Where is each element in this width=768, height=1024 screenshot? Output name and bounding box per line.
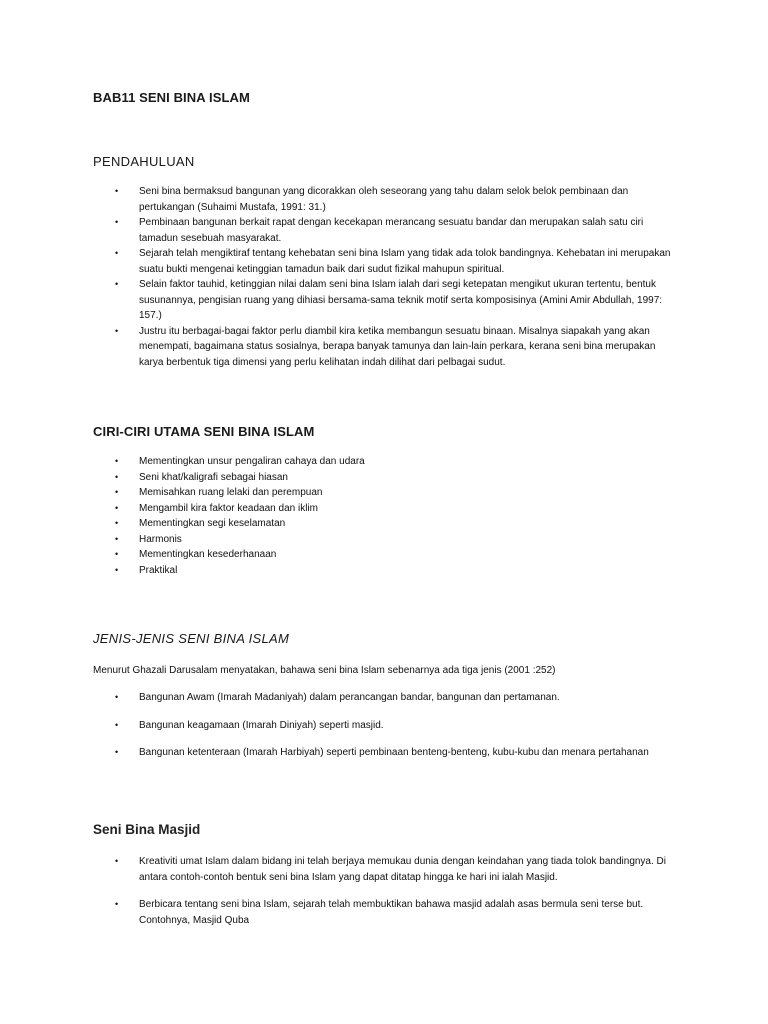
- list-item: [0, 532, 768, 548]
- bullet-icon: •: [115, 471, 119, 482]
- bullet-icon: •: [115, 564, 119, 575]
- bullet-icon: •: [115, 325, 119, 336]
- list-item: [0, 854, 768, 885]
- bullet-icon: •: [115, 692, 119, 702]
- bullet-icon: •: [115, 456, 119, 466]
- bullet-icon: •: [115, 719, 119, 730]
- list-item: [0, 690, 768, 706]
- list-item-text: Selain faktor tauhid, ketinggian nilai dalam seni bina Islam ialah dari segi ketepatan mengikut ukuran tertentu, bentuk susunannya, pengisian ruang yang dihiasi bersama-sama teknik motif serta komposisinya (Amini Amir Abdullah, 1997: 157.): [139, 279, 663, 321]
- bullet-icon: •: [115, 747, 119, 757]
- document-title: BAB11 SENI BINA ISLAM: [93, 90, 250, 105]
- list-item: [0, 501, 768, 517]
- bullet-icon: •: [115, 533, 119, 544]
- list-item: [0, 897, 768, 928]
- list-item: [0, 184, 768, 215]
- bullet-icon: •: [115, 856, 119, 866]
- list-item-text: Praktikal: [139, 564, 178, 576]
- bullet-icon: •: [115, 186, 119, 196]
- list-item-text: Justru itu berbagai-bagai faktor perlu diambil kira ketika membangun sesuatu binaan. Misalnya siapakah yang akan menempati, bagaimana status sosialnya, berapa banyak tamunya dan lain-lain perkara, kerana seni bina merupakan karya berbentuk tiga dimensi yang perlu kelihatan indah dilihat dari pelbagai sudut.: [139, 325, 656, 368]
- section-heading-jenis: JENIS-JENIS SENI BINA ISLAM: [93, 631, 290, 646]
- list-item: [0, 516, 768, 532]
- section-heading-pendahuluan: PENDAHULUAN: [93, 154, 195, 169]
- section-heading-ciri: CIRI-CIRI UTAMA SENI BINA ISLAM: [93, 424, 315, 439]
- bullet-icon: •: [115, 279, 119, 289]
- list-item: [0, 470, 768, 486]
- bullet-icon: •: [115, 217, 119, 227]
- section-heading-masjid: Seni Bina Masjid: [93, 822, 201, 837]
- bullet-icon: •: [115, 487, 119, 497]
- list-item: [0, 745, 768, 761]
- bullet-icon: •: [115, 549, 119, 559]
- list-item: [0, 454, 768, 470]
- list-item-text: Mementingkan segi keselamatan: [139, 518, 286, 529]
- list-item: [0, 563, 768, 579]
- list-item: [0, 324, 768, 371]
- list-item-text: Pembinaan bangunan berkait rapat dengan kecekapan merancang sesuatu bandar dan merupakan salah satu ciri tamadun sesebuah masyarakat.: [139, 217, 644, 244]
- list-item: [0, 246, 768, 277]
- list-item-text: Bangunan keagamaan (Imarah Diniyah) seperti masjid.: [139, 719, 384, 731]
- list-item-text: Harmonis: [139, 533, 182, 545]
- pendahuluan-list: [0, 184, 768, 370]
- jenis-list: [0, 690, 768, 761]
- bullet-icon: •: [115, 502, 119, 513]
- list-item: [0, 485, 768, 501]
- list-item: [0, 215, 768, 246]
- bullet-icon: •: [115, 899, 119, 909]
- list-item-text: Seni khat/kaligrafi sebagai hiasan: [139, 471, 288, 483]
- bullet-icon: •: [115, 518, 119, 528]
- masjid-list: [0, 854, 768, 928]
- list-item-text: Kreativiti umat Islam dalam bidang ini telah berjaya memukau dunia dengan keindahan yang tiada tolok bandingnya. Di antara contoh-contoh bentuk seni bina Islam yang dapat ditatap hingga ke hari ini ialah Masjid.: [139, 856, 666, 883]
- list-item: [0, 547, 768, 563]
- bullet-icon: •: [115, 248, 119, 258]
- list-item-text: Mementingkan unsur pengaliran cahaya dan udara: [139, 456, 365, 467]
- list-item-text: Mementingkan kesederhanaan: [139, 549, 277, 560]
- jenis-intro: Menurut Ghazali Darusalam menyatakan, bahawa seni bina Islam sebenarnya ada tiga jenis (2001 :252): [93, 665, 556, 676]
- list-item-text: Seni bina bermaksud bangunan yang dicorakkan oleh seseorang yang tahu dalam selok belok pembinaan dan pertukangan (Suhaimi Mustafa, 1991: 31.): [139, 186, 629, 213]
- list-item-text: Sejarah telah mengiktiraf tentang kehebatan seni bina Islam yang tidak ada tolok bandingnya. Kehebatan ini merupakan suatu bukti mengenai ketinggian tamadun baik dari sudut fizikal mahupun spiritual.: [139, 248, 671, 275]
- ciri-list: [0, 454, 768, 578]
- list-item: [0, 277, 768, 324]
- list-item-text: Bangunan Awam (Imarah Madaniyah) dalam perancangan bandar, bangunan dan pertamanan.: [139, 692, 560, 703]
- list-item-text: Memisahkan ruang lelaki dan perempuan: [139, 487, 323, 498]
- list-item-text: Berbicara tentang seni bina Islam, sejarah telah membuktikan bahawa masjid adalah asas bermula seni terse but. Contohnya, Masjid Quba: [139, 899, 644, 926]
- list-item: [0, 718, 768, 734]
- list-item-text: Mengambil kira faktor keadaan dan iklim: [139, 502, 318, 514]
- list-item-text: Bangunan ketenteraan (Imarah Harbiyah) seperti pembinaan benteng-benteng, kubu-kubu dan menara pertahanan: [139, 747, 649, 758]
